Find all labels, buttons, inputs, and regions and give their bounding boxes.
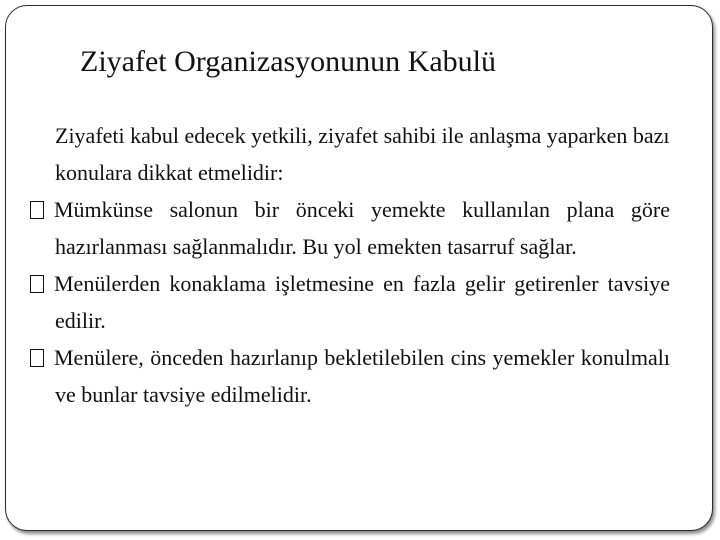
bullet-text: Mümkünse salonun bir önceki yemekte kullanılan plana göre hazırlanması sağlanmalıdır. Bu yol emekten tasarruf sağlar. [54,197,670,259]
missing-glyph-box-icon [30,275,44,293]
slide-title: Ziyafet Organizasyonunun Kabulü [80,45,497,78]
bullet-item [30,191,670,265]
slide-body [30,117,670,413]
missing-glyph-box-icon [30,349,44,367]
missing-glyph-box-icon [30,201,44,219]
bullet-text: Menülere, önceden hazırlanıp bekletilebilen cins yemekler konulmalı ve bunlar tavsiye edilmelidir. [54,345,670,407]
bullet-item [30,339,670,413]
intro-paragraph: Ziyafeti kabul edecek yetkili, ziyafet sahibi ile anlaşma yaparken bazı konulara dikkat etmelidir: [55,123,670,185]
bullet-item [30,265,670,339]
bullet-text: Menülerden konaklama işletmesine en fazla gelir getirenler tavsiye edilir. [54,271,670,333]
